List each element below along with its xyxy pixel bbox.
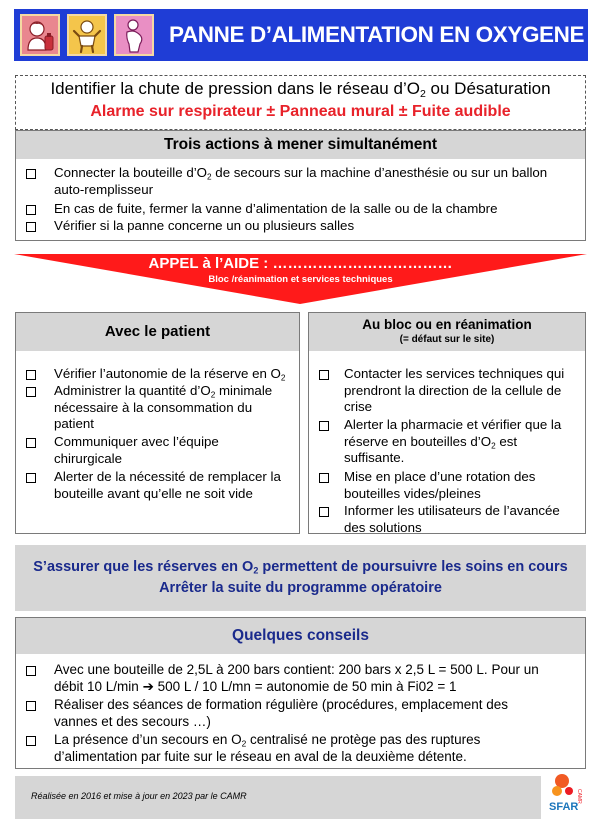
call-for-help-banner: [14, 254, 587, 304]
checkbox[interactable]: [26, 205, 36, 215]
page-title: PANNE D’ALIMENTATION EN OXYGENE: [169, 22, 585, 47]
footer: [15, 776, 541, 819]
checkbox[interactable]: [26, 169, 36, 179]
child-patient-icon: [67, 14, 107, 56]
list-item: Communiquer avec l’équipe chirurgicale: [54, 434, 219, 466]
pregnant-patient-icon: [114, 14, 154, 56]
checkbox[interactable]: [26, 701, 36, 711]
list-item: Vérifier l’autonomie de la réserve en $O_2$: [54, 366, 286, 383]
header-banner: [14, 9, 588, 61]
tips-title: Quelques conseils: [16, 618, 585, 654]
footer-credit: Réalisée en 2016 et mise à jour en 2023 par le CAMR: [31, 791, 247, 801]
call-for-help-title: APPEL à l’AIDE : ………………………………: [148, 255, 453, 272]
call-for-help-subtitle: Bloc /réanimation et services techniques: [208, 274, 393, 285]
list-item: Connecter la bouteille $d’O_2$ de secours sur la machine d’anesthésie ou sur un ballon auto-remplisseur: [54, 165, 548, 197]
checkbox[interactable]: [26, 387, 36, 397]
bloc-box: [308, 312, 586, 534]
three-actions-title: Trois actions à mener simultanément: [16, 131, 585, 159]
checkbox[interactable]: [319, 370, 329, 380]
checkbox[interactable]: [26, 666, 36, 676]
svg-text:SFAR: SFAR: [549, 801, 579, 813]
tips-box: [15, 617, 586, 769]
stop-program-text: Arrêter la suite du programme opératoire: [159, 580, 442, 596]
list-item: Avec une bouteille de 2,5L à 200 bars contient: 200 bars x 2,5 L = 500 L. Pour un débit 10 L/min ➔ 500 L / 10 L/mn = autonomie de 50 min à Fi02 = 1: [54, 662, 539, 694]
bloc-title: Au bloc ou en réanimation: [362, 317, 532, 332]
adult-patient-icon: [20, 14, 60, 56]
identify-text: Identifier la chute de pression dans le réseau $d’O_2$ ou Désaturation: [50, 79, 551, 101]
list-item: Alerter de la nécessité de remplacer la bouteille avant qu’elle ne soit vide: [54, 469, 281, 501]
bloc-subtitle: (= défaut sur le site): [399, 334, 495, 345]
list-item: La présence d’un secours en $O_2$ centralisé ne protège pas des ruptures d’alimentation par fuite sur le réseau en aval de la deuxième détente.: [54, 732, 481, 764]
three-actions-box: [15, 130, 586, 241]
patient-box: [15, 312, 300, 534]
checkbox[interactable]: [319, 473, 329, 483]
list-item: Contacter les services techniques qui prendront la direction de la cellule de crise: [344, 366, 565, 414]
list-item: Informer les utilisateurs de l’avancée des solutions: [344, 503, 560, 535]
checkbox[interactable]: [319, 421, 329, 431]
checkbox[interactable]: [26, 370, 36, 380]
alarm-text: Alarme sur respirateur ± Panneau mural ± Fuite audible: [90, 103, 511, 120]
checkbox[interactable]: [26, 222, 36, 232]
checkbox[interactable]: [319, 507, 329, 517]
list-item: Réaliser des séances de formation régulière (procédures, emplacement des vannes et des secours …): [54, 697, 508, 729]
checkbox[interactable]: [26, 736, 36, 746]
list-item: Alerter la pharmacie et vérifier que la réserve en bouteilles $d’O_2$ est suffisante.: [344, 417, 562, 465]
list-item: Vérifier si la panne concerne un ou plusieurs salles: [54, 218, 355, 233]
reserve-banner: [15, 545, 586, 611]
reserve-text: S’assurer que les réserves en $O_2$ permettent de poursuivre les soins en cours: [33, 559, 568, 576]
list-item: Administrer la quantité $d’O_2$ minimale nécessaire à la consommation du patient: [54, 383, 273, 431]
checkbox[interactable]: [26, 473, 36, 483]
sfar-logo: [548, 771, 588, 826]
list-item: Mise en place d’une rotation des bouteilles vides/pleines: [344, 469, 536, 501]
right-arrow-icon: ➔: [142, 678, 154, 694]
bloc-header: [309, 313, 585, 351]
checkbox[interactable]: [26, 438, 36, 448]
patient-title: Avec le patient: [16, 313, 299, 351]
svg-text:CAMR: CAMR: [576, 789, 582, 804]
list-item: En cas de fuite, fermer la vanne d’alimentation de la salle ou de la chambre: [54, 201, 498, 216]
identify-box: [15, 75, 586, 130]
